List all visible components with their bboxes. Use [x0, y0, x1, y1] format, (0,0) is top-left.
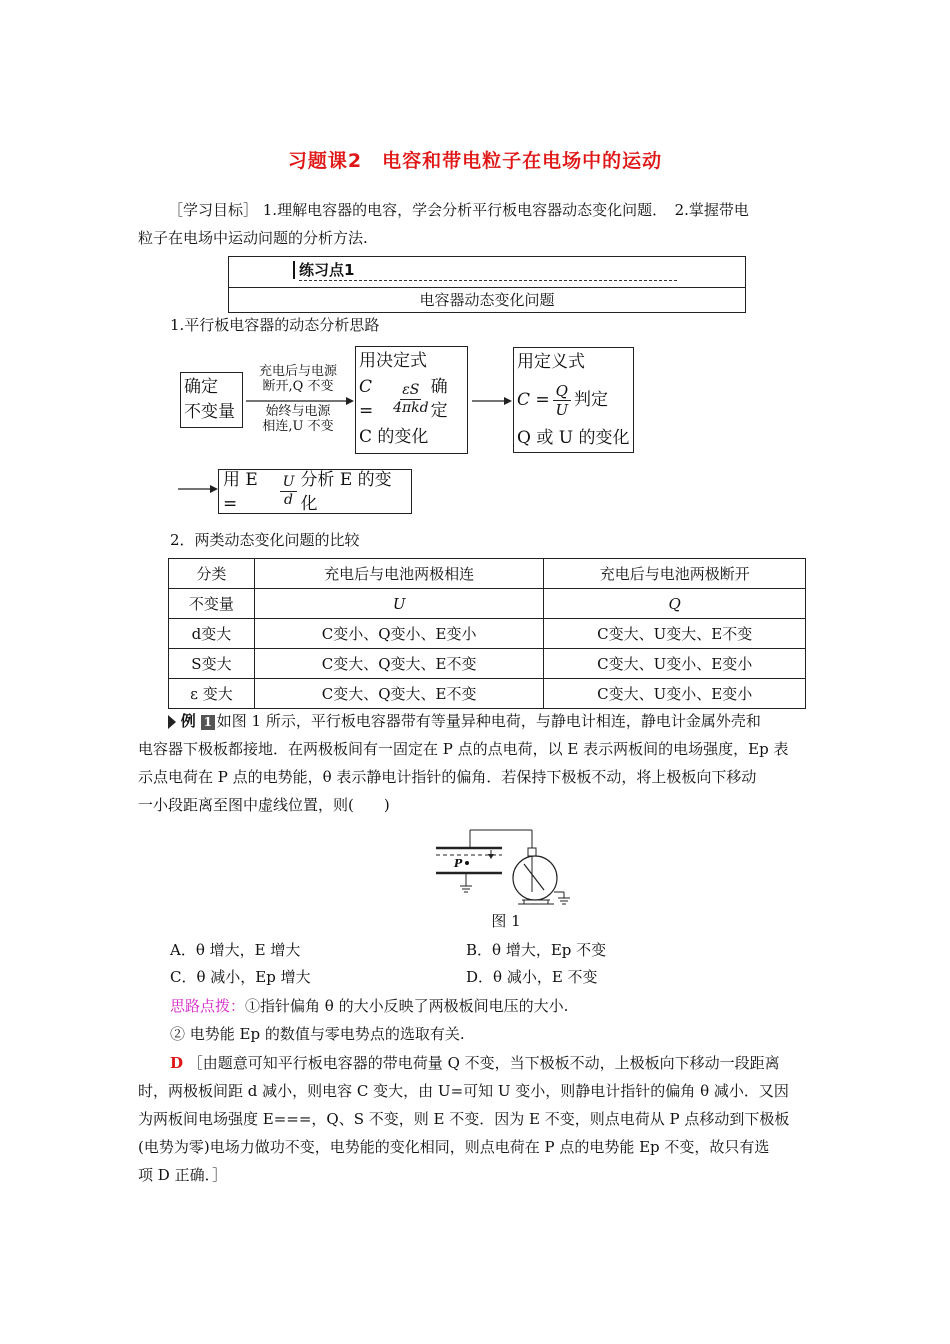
example-tag: 例 — [180, 712, 196, 730]
answer-line1 — [170, 1049, 870, 1077]
table-cell: C变小、Q变小、E变小 — [254, 619, 544, 649]
flow-start-line2: 不变量 — [184, 402, 235, 422]
flow-box4-suffix: 分析 E 的变化 — [300, 469, 392, 514]
hint-label: 思路点拨： — [170, 997, 246, 1015]
point2-heading: 2．两类动态变化问题的比较 — [170, 531, 360, 549]
answer-line3: 为两板间电场强度 E===，Q、S 不变，则 E 不变．因为 E 不变，则点电荷从 P 点移动到下极板 — [138, 1110, 790, 1128]
page-title: 习题课2 电容和带电粒子在电场中的运动 — [287, 150, 663, 172]
flow-box4-den: d — [284, 492, 294, 508]
flow-box3-formula — [517, 374, 630, 426]
flow-arrow-top-line2: 断开,Q 不变 — [262, 379, 334, 394]
flow-arrow-bottom-line2: 相连,U 不变 — [262, 419, 334, 434]
figure-point-label: P — [454, 857, 463, 870]
comparison-table — [168, 558, 806, 709]
section-box — [228, 256, 746, 313]
flow-box3-lhs: C = — [517, 390, 550, 410]
answer-line4: (电势为零)电场力做功不变，电势能的变化相同，则点电荷在 P 点的电势能 Ep 不变，故只有选 — [138, 1138, 770, 1156]
flow-box2-formula — [359, 373, 464, 425]
answer-line2: 时，两极板间距 d 减小，则电容 C 变大，由 U=可知 U 变小，则静电计指针的偏角 θ 减小．又因 — [138, 1082, 789, 1100]
table-cell: C变大、U变小、E变小 — [544, 679, 806, 709]
capacitor-electrometer-figure — [432, 826, 582, 914]
example-line4: 一小段距离至图中虚线位置，则( ) — [138, 796, 390, 814]
table-row — [169, 589, 806, 619]
answer-line5: 项 D 正确．］ — [138, 1166, 228, 1184]
example-tag-wrap — [138, 707, 212, 735]
example-text-1: 如图 1 所示，平行板电容器带有等量异种电荷，与静电计相连，静电计金属外壳和 — [216, 712, 761, 730]
table-row — [169, 649, 806, 679]
answer-text-1: ［由题意可知平行板电容器的带电荷量 Q 不变，当下极板不动，上极板向下移动一段距离 — [187, 1054, 780, 1072]
figure-caption: 图 1 — [491, 912, 521, 930]
table-cell: C变大、U变大、E不变 — [544, 619, 806, 649]
section-subtitle: 电容器动态变化问题 — [419, 291, 555, 309]
objectives-line1: ［学习目标］ 1.理解电容器的电容，学会分析平行板电容器动态变化问题． 2.掌握带电 — [168, 201, 749, 219]
flow-box3-den: U — [555, 400, 569, 419]
flow-box2-lhs: C = — [359, 377, 374, 421]
hint-text-1: ①指针偏角 θ 的大小反映了两极板间电压的大小. — [245, 997, 569, 1015]
flow-arrow-3 — [176, 483, 220, 495]
flow-start-box — [180, 372, 243, 428]
flow-box4-prefix: 用 E = — [223, 469, 258, 514]
table-cell: C变大、Q变大、E不变 — [254, 649, 544, 679]
flow-definition-box — [513, 347, 634, 453]
flow-box4-num: U — [280, 474, 298, 492]
option-a: A．θ 增大，E 增大 — [170, 941, 301, 959]
example-num-badge: 1 — [201, 715, 215, 730]
flow-arrow-top-text — [250, 364, 346, 394]
point1-heading: 1.平行板电容器的动态分析思路 — [170, 316, 380, 334]
example-marker-icon — [168, 715, 176, 729]
table-row — [169, 679, 806, 709]
section-label: 练习点1 — [299, 261, 355, 279]
flow-box3-bottom: Q 或 U 的变化 — [517, 428, 630, 448]
objectives-line2: 粒子在电场中运动问题的分析方法. — [138, 229, 368, 247]
flow-field-box — [218, 469, 412, 514]
flow-arrow-top-line1: 充电后与电源 — [258, 364, 337, 379]
table-cell: S变大 — [169, 649, 255, 679]
flow-arrow-bottom-line1: 始终与电源 — [265, 404, 331, 419]
table-cell: d变大 — [169, 619, 255, 649]
table-cell: ε 变大 — [169, 679, 255, 709]
section-dash-divider — [299, 280, 677, 281]
table-row — [169, 619, 806, 649]
flow-decision-box — [355, 346, 468, 454]
table-cell: 不变量 — [169, 589, 255, 619]
example-line3: 示点电荷在 P 点的电势能，θ 表示静电计指针的偏角．若保持下极板不动，将上极板向下移动 — [138, 768, 757, 786]
flow-arrow-bottom-text — [250, 404, 346, 434]
answer-letter: D — [170, 1054, 184, 1072]
flow-start-line1: 确定 — [184, 377, 218, 397]
table-header-row — [169, 559, 806, 589]
flow-box2-suffix: 确定 — [430, 377, 448, 421]
flow-arrow-2 — [470, 395, 514, 407]
option-c: C．θ 减小，Ep 增大 — [170, 968, 311, 986]
table-header-cell: 充电后与电池两极断开 — [544, 559, 806, 589]
hint-line2: ② 电势能 Ep 的数值与零电势点的选取有关. — [170, 1025, 465, 1043]
flow-box2-bottom: C 的变化 — [359, 427, 429, 447]
flow-box2-den: 4πkd — [393, 399, 429, 416]
example-line1 — [138, 707, 838, 735]
flow-box3-num: Q — [553, 382, 571, 401]
table-header-cell: 分类 — [169, 559, 255, 589]
table-cell: C变大、Q变大、E不变 — [254, 679, 544, 709]
example-line2: 电容器下极板都接地．在两极板间有一固定在 P 点的点电荷，以 E 表示两板间的电场强度，Ep 表 — [138, 740, 789, 758]
hint-line1 — [170, 992, 870, 1020]
table-header-cell: 充电后与电池两极相连 — [254, 559, 544, 589]
option-b: B．θ 增大，Ep 不变 — [466, 941, 607, 959]
flow-box2-title: 用决定式 — [359, 351, 427, 371]
flow-box3-suffix: 判定 — [573, 390, 608, 410]
flow-box3-title: 用定义式 — [517, 352, 585, 372]
table-cell: C变大、U变小、E变小 — [544, 649, 806, 679]
table-cell: U — [254, 589, 544, 619]
option-d: D．θ 减小，E 不变 — [466, 968, 598, 986]
table-cell: Q — [544, 589, 806, 619]
flow-box2-num: εS — [402, 381, 420, 398]
